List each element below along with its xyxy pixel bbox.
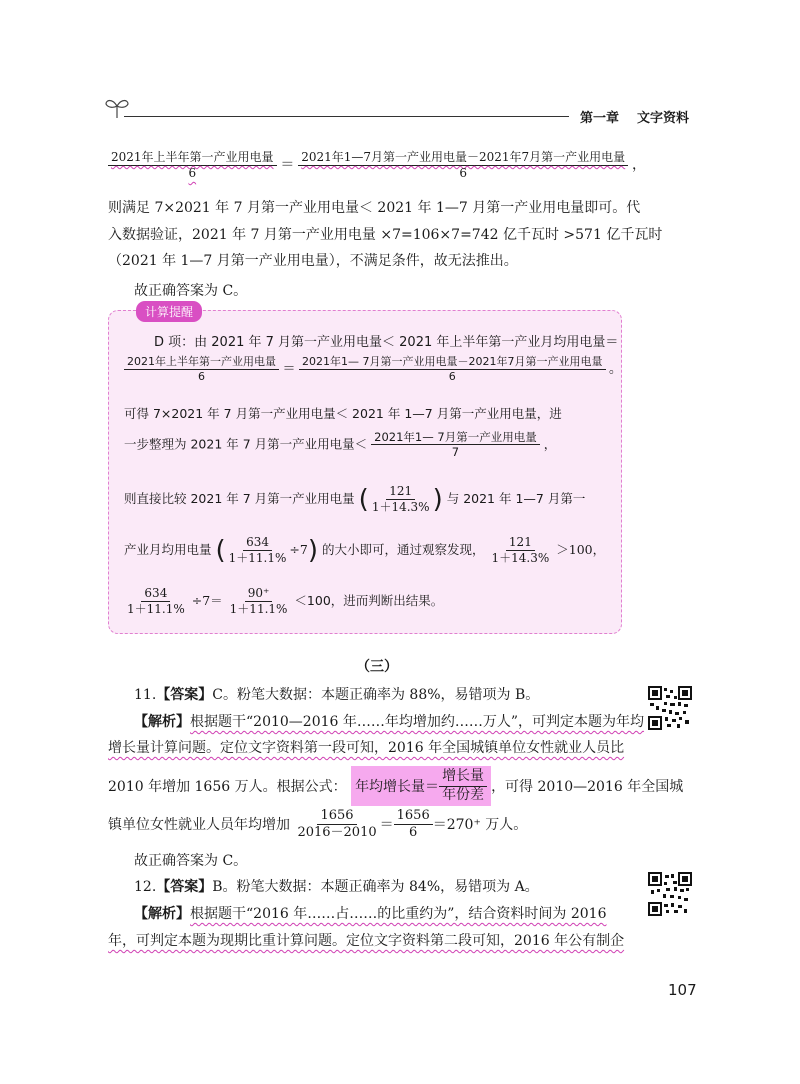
highlighted-formula: 年均增长量＝ $\frac{\text{增长量}}{\text{年份差}}$ (351, 766, 491, 806)
q12-answer-line: 12.【答案】B。粉笔大数据：本题正确率为 84%，易错项为 A。 (134, 879, 539, 895)
fraction: $\frac{\text{2021年1— 7月第一产业用电量}}{7}$ (371, 430, 540, 460)
tip-line: D 项：由 2021 年 7 月第一产业用电量＜ 2021 年上半年第一产业月均用电量＝ (154, 335, 619, 350)
tip-line: 产业月均用电量 ( $\frac{634}{1+11.1\%}$ ÷7) 的大小即可，通过观察发现， $\frac{121}{1+14.3\%}$ ＞100， (124, 535, 606, 566)
section-title: （三） (356, 659, 398, 675)
tip-line: 可得 7×2021 年 7 月第一产业用电量＜ 2021 年 1—7 月第一产业用电量，进 (124, 406, 562, 421)
paragraph-line: （2021 年 1—7 月第一产业用电量），不满足条件，故无法推出。 (108, 253, 518, 269)
calc-tip-tag: 计算提醒 (136, 301, 202, 322)
fraction: $\frac{90^+}{1+11.1\%}$ (229, 586, 288, 616)
tip-fraction-line: $\frac{\text{2021年上半年第一产业用电量}}{6}$ ＝ $\frac{\text{2021年1— 7月第一产业用电量－2021年7月第一产业用电量}}{6}$ 。 (124, 355, 622, 384)
answer-line: 故正确答案为 C。 (134, 853, 248, 869)
fraction: $\frac{\text{增长量}}{\text{年份差}}$ (439, 768, 487, 804)
chapter-header (580, 107, 689, 126)
q12-explanation-line: 【解析】根据题干“2016 年……占……的比重约为”，结合资料时间为 2016 (134, 906, 607, 922)
fraction: $\frac{1656}{2016-2010}$ (297, 808, 377, 841)
q12-explanation-line: 年，可判定本题为现期比重计算问题。定位文字资料第二段可知，2016 年公有制企 (108, 933, 625, 949)
fraction: $\frac{634}{1+11.1\%}$ (228, 535, 287, 565)
chapter-number: 第一章 (580, 111, 620, 126)
tip-line: 则直接比较 2021 年 7 月第一产业用电量 ( $\frac{121}{1+14.3\%}$ ) 与 2021 年 1—7 月第一 (124, 484, 586, 515)
q11-calc-line: 镇单位女性就业人员年均增加 $\frac{1656}{2016-2010}$ ＝ $\frac{1656}{6}$ ＝270⁺ 万人。 (108, 808, 528, 841)
page-number: 107 (668, 981, 697, 999)
fraction: $\frac{1656}{6}$ (394, 808, 433, 842)
tip-line: $\frac{634}{1+11.1\%}$ ÷7＝ $\frac{90^+}{1+11.1\%}$ ＜100，进而判断出结果。 (124, 586, 443, 617)
chapter-section: 文字资料 (637, 111, 690, 126)
paragraph-line: 入数据验证，2021 年 7 月第一产业用电量 ×7=106×7=742 亿千瓦时 >571 亿千瓦时 (108, 227, 663, 243)
fraction: $\frac{634}{1+11.1\%}$ (127, 586, 185, 616)
fraction: $\frac{\text{2021年1—7月第一产业用电量－2021年7月第一产业用电量}}{6}$ (298, 150, 628, 181)
q11-formula-line: 2010 年增加 1656 万人。根据公式： 年均增长量＝ $\frac{\text{增长量}}{\text{年份差}}$ ，可得 2010—2016 年全国城 (108, 766, 683, 806)
fraction: $\frac{121}{1+14.3\%}$ (371, 484, 430, 514)
tip-line: 一步整理为 2021 年 7 月第一产业用电量＜ $\frac{\text{2021年1— 7月第一产业用电量}}{7}$ ， (124, 430, 557, 460)
qr-code-icon[interactable] (648, 872, 692, 916)
fraction: $\frac{121}{1+14.3\%}$ (491, 535, 550, 565)
qr-code-icon[interactable] (648, 686, 692, 730)
q11-explanation-line: 【解析】根据题干“2010—2016 年……年均增加约……万人”，可判定本题为年均 (134, 714, 645, 730)
answer-line: 故正确答案为 C。 (134, 283, 248, 299)
fraction: $\frac{\text{2021年1— 7月第一产业用电量－2021年7月第一产业用电量}}{6}$ (299, 355, 605, 384)
paragraph-line: 则满足 7×2021 年 7 月第一产业用电量＜ 2021 年 1—7 月第一产业用电量即可。代 (108, 200, 641, 216)
fraction: $\frac{\text{2021年上半年第一产业用电量}}{6}$ (108, 150, 277, 181)
top-fraction-equation: $\frac{\text{2021年上半年第一产业用电量}}{6}$ ＝ $\frac{\text{2021年1—7月第一产业用电量－2021年7月第一产业用电量}}{6}$ ， (108, 150, 646, 181)
header-rule (124, 116, 569, 117)
fraction: $\frac{\text{2021年上半年第一产业用电量}}{6}$ (124, 355, 279, 384)
q11-explanation-line: 增长量计算问题。定位文字资料第一段可知，2016 年全国城镇单位女性就业人员比 (108, 740, 625, 756)
q11-answer-line: 11.【答案】C。粉笔大数据：本题正确率为 88%，易错项为 B。 (134, 687, 540, 703)
